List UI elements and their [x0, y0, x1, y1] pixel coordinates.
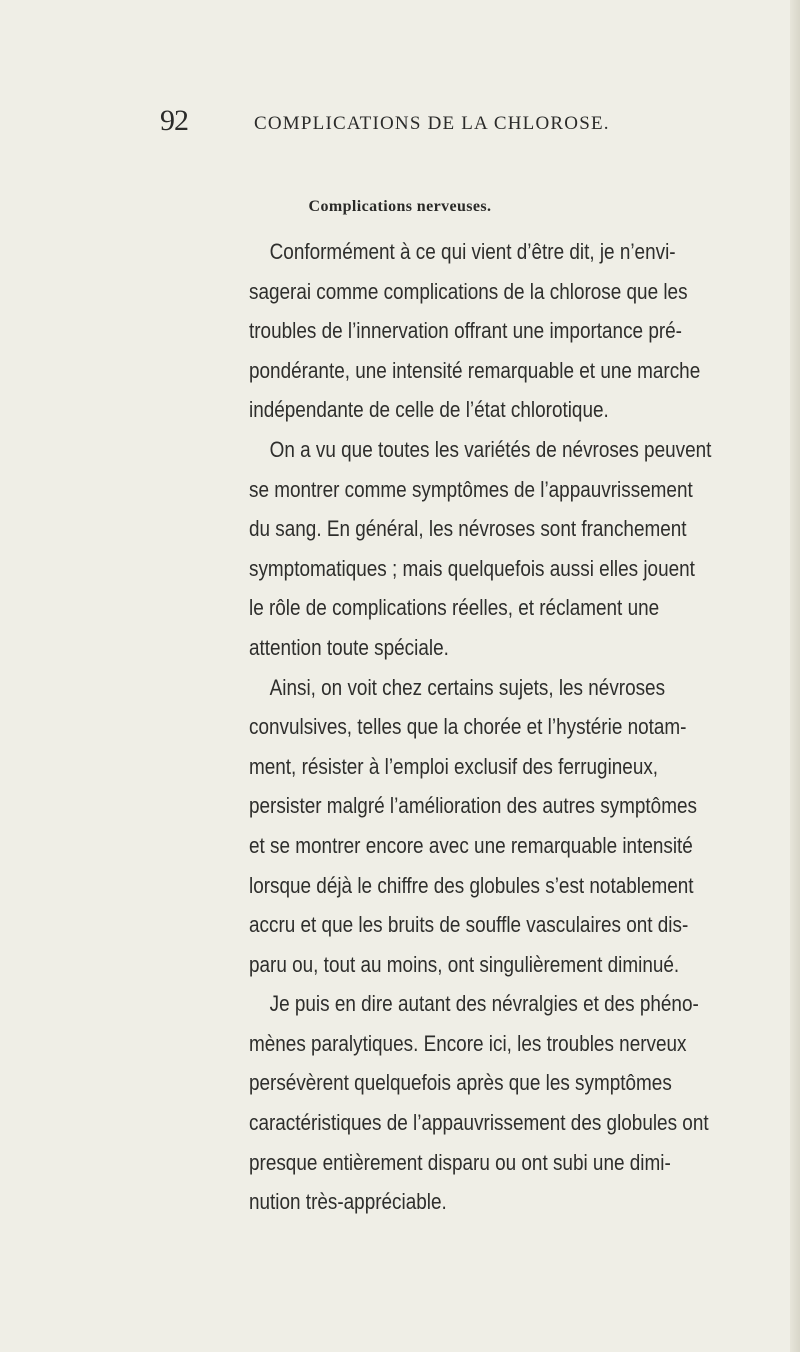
text-line: nution très-appréciable.	[249, 1189, 447, 1215]
text-line: et se montrer encore avec une remarquable intensité	[249, 832, 693, 858]
text-line: pondérante, une intensité remarquable et une marche	[249, 357, 701, 383]
text-line: le rôle de complications réelles, et réclament une	[249, 595, 660, 621]
running-head	[160, 104, 720, 144]
text-line: lorsque déjà le chiffre des globules s’est notablement	[249, 872, 694, 898]
text-line: Conformément à ce qui vient d’être dit, je n’envi-	[269, 239, 676, 264]
text-line: indépendante de celle de l’état chlorotique.	[249, 397, 609, 423]
text-line: mènes paralytiques. Encore ici, les troubles nerveux	[249, 1030, 687, 1056]
text-line: attention toute spéciale.	[249, 634, 449, 660]
text-line: caractéristiques de l’appauvrissement des globules ont	[249, 1110, 709, 1136]
text-line: Je puis en dire autant des névralgies et des phéno-	[269, 991, 699, 1017]
page-number: 92	[160, 104, 188, 137]
text-line: accru et que les bruits de souffle vasculaires ont dis-	[249, 912, 689, 938]
text-line: On a vu que toutes les variétés de névroses peuvent	[269, 436, 712, 462]
text-line: du sang. En général, les névroses sont franchement	[249, 516, 687, 542]
text-line: Ainsi, on voit chez certains sujets, les névroses	[269, 674, 666, 700]
body-text	[249, 232, 789, 1222]
text-line: persévèrent quelquefois après que les symptômes	[249, 1070, 672, 1096]
text-line: presque entièrement disparu ou ont subi une dimi-	[249, 1149, 671, 1175]
text-line: sagerai comme complications de la chlorose que les	[249, 278, 688, 304]
text-line: persister malgré l’amélioration des autres symptômes	[249, 793, 697, 819]
text-line: convulsives, telles que la chorée et l’hystérie notam-	[249, 714, 687, 740]
section-heading: Complications nerveuses.	[308, 198, 492, 215]
text-line: paru ou, tout au moins, ont singulièrement diminué.	[249, 951, 680, 977]
running-title: COMPLICATIONS DE LA CHLOROSE.	[254, 113, 610, 134]
text-line: ment, résister à l’emploi exclusif des ferrugineux,	[249, 753, 659, 779]
text-line: symptomatiques ; mais quelquefois aussi elles jouent	[249, 555, 695, 581]
text-line: troubles de l’innervation offrant une importance pré-	[249, 318, 682, 344]
text-line: se montrer comme symptômes de l’appauvrissement	[249, 476, 693, 502]
